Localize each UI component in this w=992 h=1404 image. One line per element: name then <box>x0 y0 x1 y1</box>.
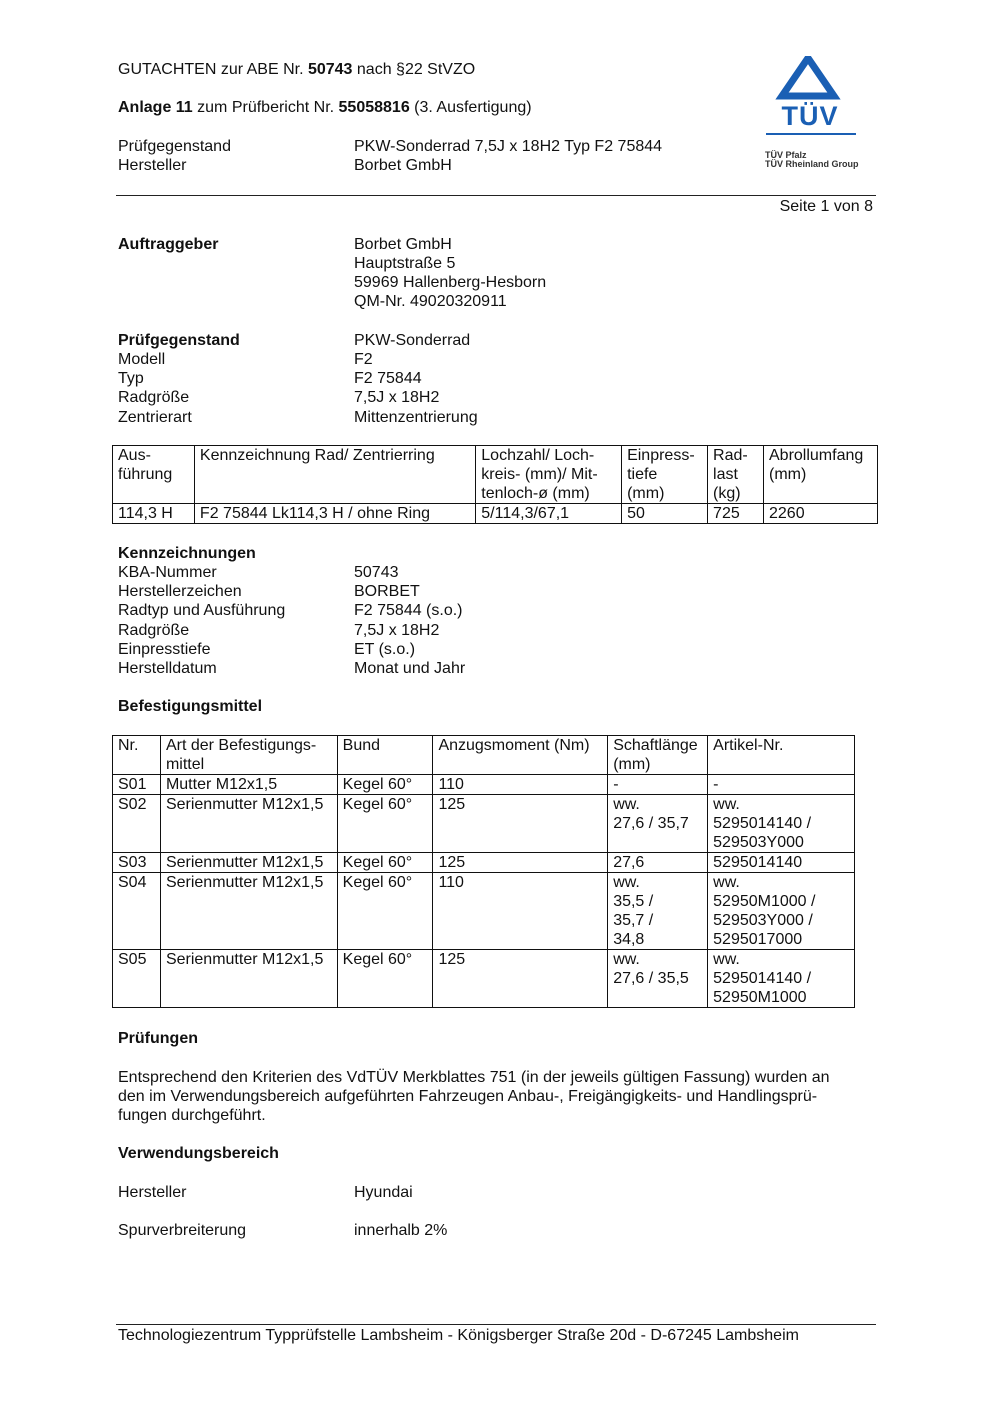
verwendung-value: Hyundai <box>354 1184 413 1201</box>
kz-label: Radgröße <box>118 622 190 639</box>
kennzeichnungen-title: Kennzeichnungen <box>118 545 256 562</box>
table-cell: Kegel 60° <box>337 853 433 873</box>
pruefungen-text-line: Entsprechend den Kriterien des VdTÜV Merkblattes 751 (in der jeweils gültigen Fassung) wurden an <box>118 1069 830 1086</box>
table-cell: Kegel 60° <box>337 950 433 1008</box>
logo-sub1: TÜV Pfalz <box>765 150 807 160</box>
modell-value: F2 <box>354 351 373 368</box>
pruefungen-title: Prüfungen <box>118 1030 198 1047</box>
page-number: Seite 1 von 8 <box>779 198 873 215</box>
verwendung-title: Verwendungsbereich <box>118 1145 279 1162</box>
table-cell: 5295014140 <box>708 853 855 873</box>
table-cell: 5/114,3/67,1 <box>476 504 622 524</box>
table-row <box>113 853 855 873</box>
table-row <box>113 950 855 1008</box>
table-cell: F2 75844 Lk114,3 H / ohne Ring <box>194 504 475 524</box>
table-cell: 110 <box>433 775 608 795</box>
typ-label: Typ <box>118 370 144 387</box>
verwendung-value: innerhalb 2% <box>354 1222 448 1239</box>
table-cell: - <box>708 775 855 795</box>
table-cell: 114,3 H <box>113 504 195 524</box>
kz-label: Herstelldatum <box>118 660 217 677</box>
zentrierart-value: Mittenzentrierung <box>354 409 478 426</box>
kz-value: 50743 <box>354 564 399 581</box>
auftraggeber-line: Borbet GmbH <box>354 236 452 253</box>
table-cell: - <box>608 775 708 795</box>
ausfuehrung-table <box>112 445 878 524</box>
verwendung-label: Spurverbreiterung <box>118 1222 247 1239</box>
footer-divider <box>116 1324 876 1325</box>
table-cell: 2260 <box>764 504 878 524</box>
header-label-hersteller: Hersteller <box>118 157 187 174</box>
befestigung-table <box>112 735 855 1008</box>
table-cell: ww. 52950M1000 / 529503Y000 / 5295017000 <box>708 873 855 950</box>
kz-label: Radtyp und Ausführung <box>118 602 286 619</box>
table-cell: S01 <box>113 775 161 795</box>
footer-address: Technologiezentrum Typprüfstelle Lambsheim - Königsberger Straße 20d - D-67245 Lambsheim <box>118 1327 799 1344</box>
header-value-hersteller: Borbet GmbH <box>354 157 452 174</box>
table-cell: Serienmutter M12x1,5 <box>160 795 337 853</box>
auftraggeber-line: Hauptstraße 5 <box>354 255 456 272</box>
header-label-pruefgegenstand: Prüfgegenstand <box>118 138 231 155</box>
table-cell: Kegel 60° <box>337 795 433 853</box>
table-header-cell: Anzugsmoment (Nm) <box>433 736 608 775</box>
table-cell: ww. 5295014140 / 52950M1000 <box>708 950 855 1008</box>
table-row <box>113 504 878 524</box>
pruefungen-text-line: den im Verwendungsbereich aufgeführten Fahrzeugen Anbau-, Freigängigkeits- und Handlingsprü- <box>118 1088 818 1105</box>
kz-label: Herstellerzeichen <box>118 583 242 600</box>
logo-name: TÜV <box>781 101 839 131</box>
table-header-cell: Rad- last (kg) <box>708 446 764 504</box>
table-cell: Serienmutter M12x1,5 <box>160 950 337 1008</box>
pruefgegenstand-label: Prüfgegenstand <box>118 332 240 349</box>
table-header-cell: Schaftlänge (mm) <box>608 736 708 775</box>
table-cell: 125 <box>433 950 608 1008</box>
annex-title: Anlage 11 zum Prüfbericht Nr. 55058816 (3. Ausfertigung) <box>118 99 532 116</box>
kz-value: ET (s.o.) <box>354 641 416 658</box>
logo-sub2: TÜV Rheinland Group <box>765 159 859 169</box>
auftraggeber-line: 59969 Hallenberg-Hesborn <box>354 274 547 291</box>
table-header-cell: Art der Befestigungs- mittel <box>160 736 337 775</box>
kz-value: Monat und Jahr <box>354 660 466 677</box>
table-row <box>113 873 855 950</box>
radgroesse-label: Radgröße <box>118 389 190 406</box>
table-cell: 110 <box>433 873 608 950</box>
table-cell: S03 <box>113 853 161 873</box>
table-cell: 50 <box>622 504 708 524</box>
auftraggeber-label: Auftraggeber <box>118 236 219 253</box>
table-cell: Serienmutter M12x1,5 <box>160 873 337 950</box>
table-row <box>113 775 855 795</box>
table-cell: Mutter M12x1,5 <box>160 775 337 795</box>
table-cell: S04 <box>113 873 161 950</box>
kz-label: Einpresstiefe <box>118 641 211 658</box>
zentrierart-label: Zentrierart <box>118 409 192 426</box>
header-divider <box>116 195 876 196</box>
table-cell: Kegel 60° <box>337 775 433 795</box>
modell-label: Modell <box>118 351 166 368</box>
table-cell: ww. 35,5 / 35,7 / 34,8 <box>608 873 708 950</box>
tuev-logo <box>760 56 860 169</box>
table-cell: S02 <box>113 795 161 853</box>
table-cell: 27,6 <box>608 853 708 873</box>
typ-value: F2 75844 <box>354 370 422 387</box>
befestigung-title: Befestigungsmittel <box>118 698 263 715</box>
kz-label: KBA-Nummer <box>118 564 217 581</box>
kz-value: 7,5J x 18H2 <box>354 622 440 639</box>
table-header-cell: Artikel-Nr. <box>708 736 855 775</box>
kz-value: F2 75844 (s.o.) <box>354 602 463 619</box>
table-header-row <box>113 446 878 504</box>
table-cell: Serienmutter M12x1,5 <box>160 853 337 873</box>
report-title: GUTACHTEN zur ABE Nr. 50743 nach §22 StVZO <box>118 61 476 78</box>
table-header-cell: Kennzeichnung Rad/ Zentrierring <box>194 446 475 504</box>
table-header-cell: Aus- führung <box>113 446 195 504</box>
table-header-cell: Nr. <box>113 736 161 775</box>
pruefungen-text-line: fungen durchgeführt. <box>118 1107 266 1124</box>
table-cell: 725 <box>708 504 764 524</box>
table-cell: ww. 5295014140 / 529503Y000 <box>708 795 855 853</box>
table-header-row <box>113 736 855 775</box>
table-cell: 125 <box>433 795 608 853</box>
verwendung-label: Hersteller <box>118 1184 187 1201</box>
pruefgegenstand-value: PKW-Sonderrad <box>354 332 471 349</box>
auftraggeber-line: QM-Nr. 49020320911 <box>354 293 507 310</box>
table-header-cell: Bund <box>337 736 433 775</box>
table-cell: Kegel 60° <box>337 873 433 950</box>
kz-value: BORBET <box>354 583 420 600</box>
table-cell: S05 <box>113 950 161 1008</box>
table-cell: ww. 27,6 / 35,5 <box>608 950 708 1008</box>
table-cell: 125 <box>433 853 608 873</box>
radgroesse-value: 7,5J x 18H2 <box>354 389 440 406</box>
header-value-pruefgegenstand: PKW-Sonderrad 7,5J x 18H2 Typ F2 75844 <box>354 138 663 155</box>
table-cell: ww. 27,6 / 35,7 <box>608 795 708 853</box>
table-header-cell: Abrollumfang (mm) <box>764 446 878 504</box>
table-header-cell: Einpress- tiefe (mm) <box>622 446 708 504</box>
table-row <box>113 795 855 853</box>
table-header-cell: Lochzahl/ Loch- kreis- (mm)/ Mit- tenloch-ø (mm) <box>476 446 622 504</box>
